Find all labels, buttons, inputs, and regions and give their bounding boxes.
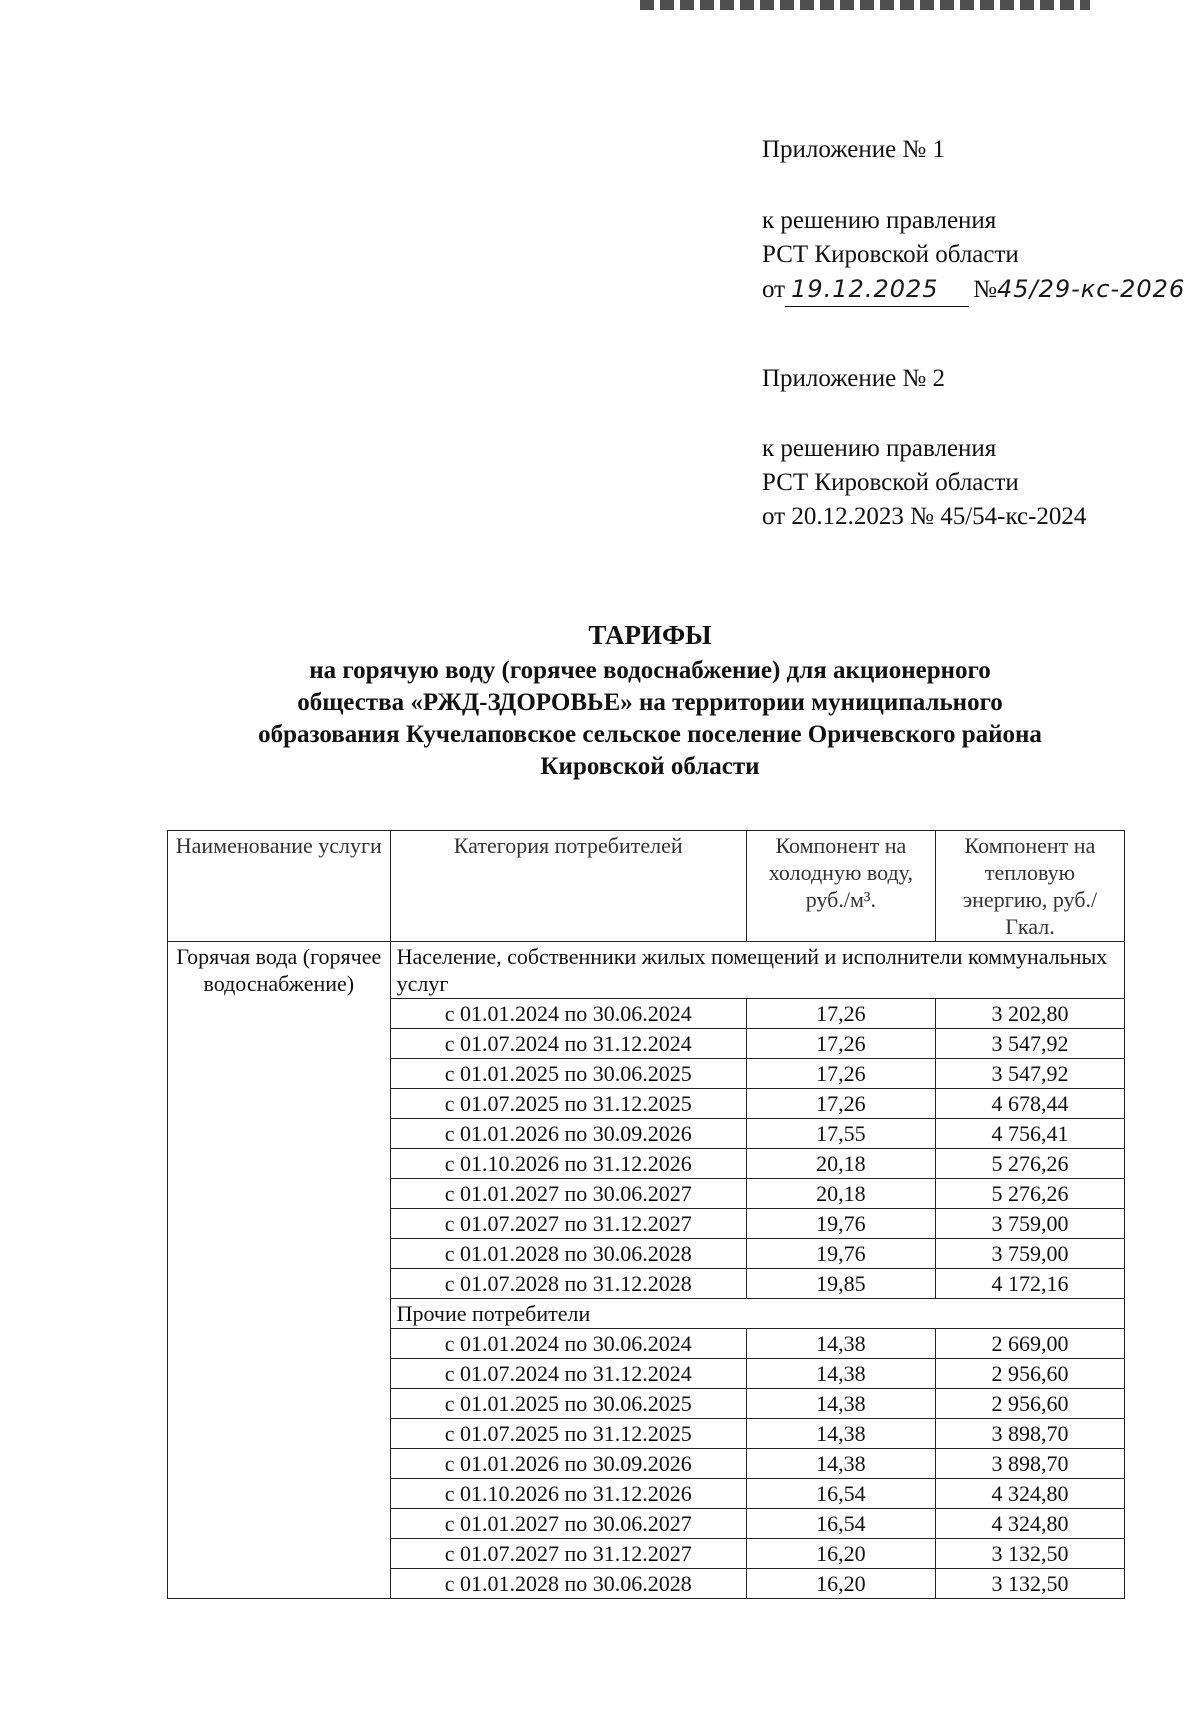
thermal-cell: 3 898,70 [935, 1419, 1124, 1449]
appendix-2-line2: РСТ Кировской области [762, 469, 1019, 496]
period-cell: с 01.01.2024 по 30.06.2024 [390, 999, 746, 1029]
period-cell: с 01.10.2026 по 31.12.2026 [390, 1479, 746, 1509]
header-service: Наименование услуги [168, 831, 391, 942]
cold-water-cell: 19,85 [746, 1269, 935, 1299]
handwritten-date: 19.12.2025 [785, 272, 969, 307]
period-cell: с 01.01.2027 по 30.06.2027 [390, 1509, 746, 1539]
header-category: Категория потребителей [390, 831, 746, 942]
appendix-2-title [762, 362, 945, 396]
period-cell: с 01.01.2025 по 30.06.2025 [390, 1389, 746, 1419]
scan-artifact [640, 0, 1090, 10]
cold-water-cell: 17,26 [746, 1059, 935, 1089]
period-cell: с 01.07.2025 по 31.12.2025 [390, 1089, 746, 1119]
thermal-cell: 3 759,00 [935, 1209, 1124, 1239]
cold-water-cell: 17,26 [746, 1089, 935, 1119]
thermal-cell: 3 202,80 [935, 999, 1124, 1029]
number-prefix: № [973, 276, 997, 303]
table-header-row [168, 831, 1125, 942]
thermal-cell: 2 956,60 [935, 1359, 1124, 1389]
title-line-4: Кировской области [540, 753, 760, 780]
cold-water-cell: 14,38 [746, 1359, 935, 1389]
handwritten-number: 45/29-кс-2026 [996, 275, 1186, 303]
cold-water-cell: 14,38 [746, 1389, 935, 1419]
cold-water-cell: 14,38 [746, 1449, 935, 1479]
cold-water-cell: 19,76 [746, 1209, 935, 1239]
title-line-2: общества «РЖД-ЗДОРОВЬЕ» на территории муниципального [297, 689, 1003, 716]
cold-water-cell: 17,26 [746, 999, 935, 1029]
category-1-name: Население, собственники жилых помещений и исполнители коммунальных услуг [390, 942, 1124, 999]
period-cell: с 01.01.2025 по 30.06.2025 [390, 1059, 746, 1089]
category-2-name: Прочие потребители [390, 1299, 1124, 1329]
header-thermal: Компонент на тепловую энергию, руб./Гкал. [935, 831, 1124, 942]
thermal-cell: 3 132,50 [935, 1539, 1124, 1569]
period-cell: с 01.07.2024 по 31.12.2024 [390, 1359, 746, 1389]
period-cell: с 01.01.2026 по 30.09.2026 [390, 1119, 746, 1149]
cold-water-cell: 17,26 [746, 1029, 935, 1059]
category-row [168, 942, 1125, 999]
period-cell: с 01.07.2025 по 31.12.2025 [390, 1419, 746, 1449]
thermal-cell: 2 669,00 [935, 1329, 1124, 1359]
tariff-table [167, 830, 1125, 1599]
appendix-1-details [762, 204, 1185, 307]
cold-water-cell: 20,18 [746, 1149, 935, 1179]
thermal-cell: 4 756,41 [935, 1119, 1124, 1149]
from-prefix: от [762, 276, 786, 303]
thermal-cell: 2 956,60 [935, 1389, 1124, 1419]
title-line-3: образования Кучелаповское сельское поселение Оричевского района [258, 721, 1042, 748]
thermal-cell: 5 276,26 [935, 1179, 1124, 1209]
title-line-1: на горячую воду (горячее водоснабжение) для акционерного [309, 657, 991, 684]
period-cell: с 01.01.2026 по 30.09.2026 [390, 1449, 746, 1479]
appendix-2-details [762, 432, 1086, 534]
appendix-1-title [762, 133, 945, 167]
appendix-2-title-text: Приложение № 2 [762, 365, 946, 392]
thermal-cell: 4 324,80 [935, 1479, 1124, 1509]
appendix-2-line3: от 20.12.2023 № 45/54-кс-2024 [762, 503, 1087, 530]
period-cell: с 01.10.2026 по 31.12.2026 [390, 1149, 746, 1179]
thermal-cell: 3 759,00 [935, 1239, 1124, 1269]
thermal-cell: 4 678,44 [935, 1089, 1124, 1119]
appendix-1-line2: РСТ Кировской области [762, 241, 1019, 268]
appendix-1-title-text: Приложение № 1 [762, 136, 946, 163]
period-cell: с 01.07.2027 по 31.12.2027 [390, 1209, 746, 1239]
cold-water-cell: 14,38 [746, 1419, 935, 1449]
header-cold-water: Компонент на холодную воду, руб./м³. [746, 831, 935, 942]
period-cell: с 01.07.2024 по 31.12.2024 [390, 1029, 746, 1059]
period-cell: с 01.07.2028 по 31.12.2028 [390, 1269, 746, 1299]
thermal-cell: 3 132,50 [935, 1569, 1124, 1599]
cold-water-cell: 14,38 [746, 1329, 935, 1359]
cold-water-cell: 20,18 [746, 1179, 935, 1209]
service-name-cell: Горячая вода (горячее водоснабжение) [168, 942, 391, 1599]
cold-water-cell: 16,54 [746, 1509, 935, 1539]
thermal-cell: 5 276,26 [935, 1149, 1124, 1179]
period-cell: с 01.01.2027 по 30.06.2027 [390, 1179, 746, 1209]
table-body [168, 942, 1125, 1599]
document-title [180, 619, 1120, 783]
appendix-1-line1: к решению правления [762, 207, 997, 234]
period-cell: с 01.07.2027 по 31.12.2027 [390, 1539, 746, 1569]
thermal-cell: 4 324,80 [935, 1509, 1124, 1539]
thermal-cell: 3 547,92 [935, 1029, 1124, 1059]
thermal-cell: 3 898,70 [935, 1449, 1124, 1479]
cold-water-cell: 16,20 [746, 1569, 935, 1599]
cold-water-cell: 17,55 [746, 1119, 935, 1149]
period-cell: с 01.01.2024 по 30.06.2024 [390, 1329, 746, 1359]
cold-water-cell: 19,76 [746, 1239, 935, 1269]
cold-water-cell: 16,20 [746, 1539, 935, 1569]
thermal-cell: 3 547,92 [935, 1059, 1124, 1089]
period-cell: с 01.01.2028 по 30.06.2028 [390, 1569, 746, 1599]
cold-water-cell: 16,54 [746, 1479, 935, 1509]
thermal-cell: 4 172,16 [935, 1269, 1124, 1299]
period-cell: с 01.01.2028 по 30.06.2028 [390, 1239, 746, 1269]
appendix-1-date-line [762, 272, 1185, 307]
appendix-2-line1: к решению правления [762, 435, 997, 462]
title-main: ТАРИФЫ [588, 620, 712, 650]
